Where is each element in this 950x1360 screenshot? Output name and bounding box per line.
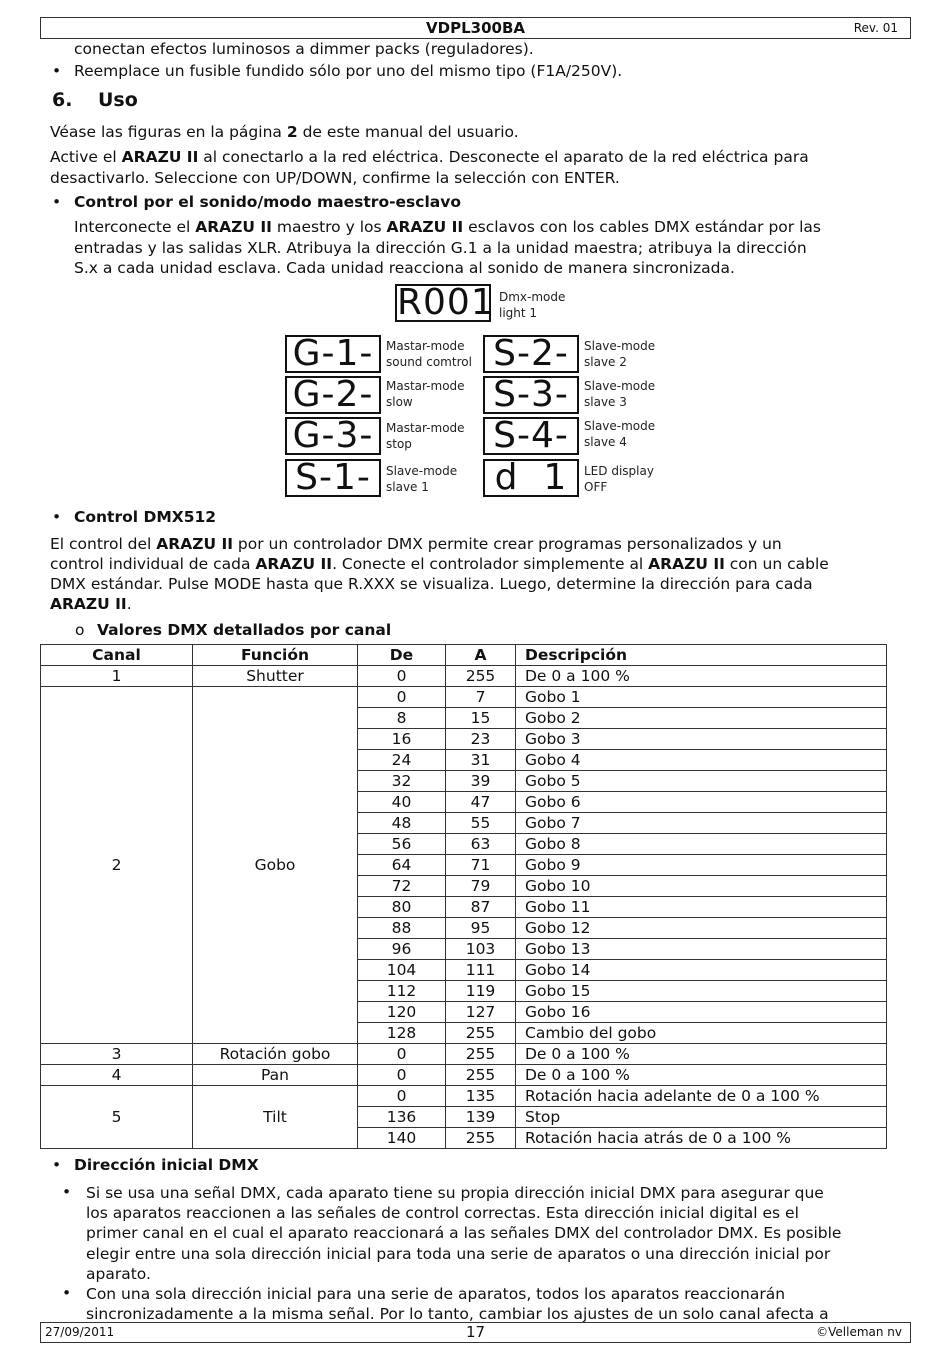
cell-de: 120 [358,1002,446,1023]
cell-a: 139 [446,1107,516,1128]
display-label: Slave-mode slave 3 [584,379,656,409]
cell-de: 140 [358,1128,446,1149]
display-label: LED display OFF [584,464,654,494]
cell-de: 136 [358,1107,446,1128]
cell-desc: Gobo 10 [516,876,887,897]
cell-de: 112 [358,981,446,1002]
sound-para-2: entradas y las salidas XLR. Atribuya la dirección G.1 a la unidad maestra; atribuya la dirección [74,239,807,257]
bullet-icon: • [62,1284,72,1302]
cell-desc: Rotación hacia atrás de 0 a 100 % [516,1128,887,1149]
table-header-row [41,645,887,666]
display-label: Mastar-mode slow [386,379,465,409]
cell-a: 15 [446,708,516,729]
cell-a: 47 [446,792,516,813]
col-header-canal: Canal [41,645,193,666]
intro-line-3: desactivarlo. Seleccione con UP/DOWN, confirme la selección con ENTER. [50,169,620,187]
dmx512-para-3: DMX estándar. Pulse MODE hasta que R.XXX se visualiza. Luego, determine la dirección para cada [50,575,813,593]
led-display-g3: G-3- [285,417,381,455]
display-label: Mastar-mode sound comtrol [386,339,472,369]
cell-a: 39 [446,771,516,792]
cell-a: 79 [446,876,516,897]
led-display-g2: G-2- [285,376,381,414]
cell-de: 48 [358,813,446,834]
page-footer [40,1322,911,1343]
dmx512-para-1: El control del ARAZU II por un controlador DMX permite crear programas personalizados y un [50,535,782,553]
cell-a: 71 [446,855,516,876]
display-label: Slave-mode slave 1 [386,464,458,494]
cell-de: 24 [358,750,446,771]
cell-de: 40 [358,792,446,813]
cell-desc: Gobo 1 [516,687,887,708]
cell-a: 127 [446,1002,516,1023]
cell-de: 16 [358,729,446,750]
cell-desc: Gobo 16 [516,1002,887,1023]
cell-de: 96 [358,939,446,960]
dmx-values-subheading: o Valores DMX detallados por canal [75,621,392,639]
cell-desc: Gobo 2 [516,708,887,729]
cell-a: 119 [446,981,516,1002]
cell-a: 55 [446,813,516,834]
cell-desc: Rotación hacia adelante de 0 a 100 % [516,1086,887,1107]
cell-de: 88 [358,918,446,939]
intro-line-2: Active el ARAZU II al conectarlo a la red eléctrica. Desconecte el aparato de la red eléctrica para [50,148,809,166]
cell-a: 103 [446,939,516,960]
bullet-icon: • [52,508,62,526]
cell-de: 0 [358,1086,446,1107]
table-row: 4 Pan 0 255 De 0 a 100 % [41,1065,887,1086]
sound-para-1: Interconecte el ARAZU II maestro y los ARAZU II esclavos con los cables DMX estándar por las [74,218,821,236]
display-label: Dmx-mode light 1 [499,290,566,320]
bullet-icon: • [62,1183,72,1201]
dmx512-para-2: control individual de cada ARAZU II. Conecte el controlador simplemente al ARAZU II con un cable [50,555,829,573]
cell-desc: Gobo 14 [516,960,887,981]
led-display-s4: S-4- [483,417,579,455]
cell-a: 255 [446,1128,516,1149]
led-display-s3: S-3- [483,376,579,414]
cell-a: 23 [446,729,516,750]
col-header-de: De [358,645,446,666]
cell-a: 135 [446,1086,516,1107]
dmx512-para-4: ARAZU II. [50,595,132,613]
channel-cell: 5 [41,1086,193,1149]
cell-de: 72 [358,876,446,897]
bullet-icon: • [52,1156,62,1174]
cell-de: 128 [358,1023,446,1044]
table-row [41,1086,887,1107]
col-header-descripcion: Descripción [516,645,887,666]
intro-line-1: Véase las figuras en la página 2 de este manual del usuario. [50,123,519,141]
cell-de: 56 [358,834,446,855]
led-display-s2: S-2- [483,335,579,373]
cell-desc: Gobo 6 [516,792,887,813]
bullet-icon: • [52,193,62,211]
cell-de: 32 [358,771,446,792]
led-display-r001: R001 [397,282,495,323]
subbullet-marker: o [75,621,85,639]
table-row: 1 Shutter 0 255 De 0 a 100 % [41,666,887,687]
cell-desc: Gobo 8 [516,834,887,855]
col-header-a: A [446,645,516,666]
cell-desc: Gobo 7 [516,813,887,834]
col-header-funcion: Función [193,645,358,666]
cell-a: 31 [446,750,516,771]
cell-de: 104 [358,960,446,981]
fuse-bullet-text: Reemplace un fusible fundido sólo por uno del mismo tipo (F1A/250V). [74,62,623,80]
cell-de: 80 [358,897,446,918]
revision-label: Rev. 01 [853,21,898,35]
page-number: 17 [465,1323,486,1341]
footer-copyright: ©Velleman nv [816,1325,902,1339]
cell-de: 64 [358,855,446,876]
continued-text: conectan efectos luminosos a dimmer packs (reguladores). [74,40,534,58]
cell-desc: Gobo 12 [516,918,887,939]
cell-a: 95 [446,918,516,939]
section-title: 6. Uso [52,89,138,111]
cell-desc: Gobo 11 [516,897,887,918]
bullet-icon: • [52,62,62,80]
cell-a: 111 [446,960,516,981]
dmx-channel-table [40,644,887,1149]
cell-de: 0 [358,687,446,708]
cell-desc: Gobo 9 [516,855,887,876]
display-label: Slave-mode slave 4 [584,419,656,449]
led-display-s1: S-1- [285,459,381,497]
cell-desc: Stop [516,1107,887,1128]
cell-desc: Gobo 5 [516,771,887,792]
cell-a: 7 [446,687,516,708]
led-display-d1: d 1 [483,459,579,497]
table-row [41,687,887,708]
function-cell: Gobo [193,687,358,1044]
footer-date: 27/09/2011 [45,1325,115,1339]
document-code: VDPL300BA [426,19,525,37]
page-header [40,17,911,39]
cell-desc: Gobo 3 [516,729,887,750]
sound-para-3: S.x a cada unidad esclava. Cada unidad reacciona al sonido de manera sincronizada. [74,259,735,277]
function-cell: Tilt [193,1086,358,1149]
display-label: Slave-mode slave 2 [584,339,656,369]
table-row: 3 Rotación gobo 0 255 De 0 a 100 % [41,1044,887,1065]
cell-a: 255 [446,1023,516,1044]
cell-a: 87 [446,897,516,918]
cell-desc: Cambio del gobo [516,1023,887,1044]
cell-desc: Gobo 15 [516,981,887,1002]
cell-desc: Gobo 4 [516,750,887,771]
cell-desc: Gobo 13 [516,939,887,960]
cell-de: 8 [358,708,446,729]
led-display-g1: G-1- [285,335,381,373]
display-label: Mastar-mode stop [386,421,465,451]
cell-a: 63 [446,834,516,855]
channel-cell: 2 [41,687,193,1044]
